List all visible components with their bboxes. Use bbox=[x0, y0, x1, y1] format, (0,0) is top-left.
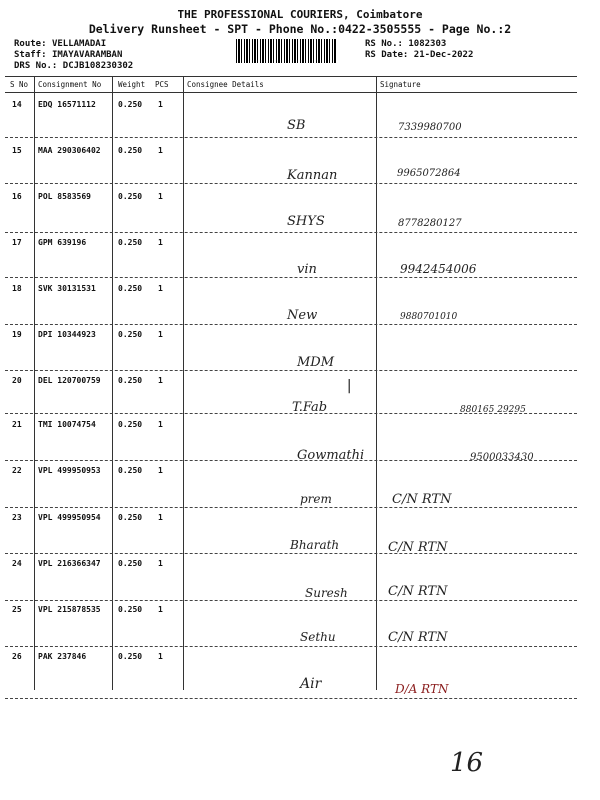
consignment-cell: EDQ 16571112 bbox=[38, 100, 96, 109]
signature-handwriting: C/N RTN bbox=[388, 540, 448, 555]
consignment-cell: POL 8583569 bbox=[38, 192, 91, 201]
sno-cell: 22 bbox=[12, 466, 22, 475]
pcs-cell: 1 bbox=[158, 513, 163, 522]
rs-date-line bbox=[365, 50, 473, 60]
route-value: VELLAMADAI bbox=[51, 39, 107, 49]
col-header-weight: Weight bbox=[118, 80, 146, 89]
col-header-consignment: Consignment No bbox=[38, 80, 102, 89]
sno-cell: 15 bbox=[12, 146, 22, 155]
weight-cell: 0.250 bbox=[118, 605, 143, 614]
weight-cell: 0.250 bbox=[118, 238, 143, 247]
barcode-icon bbox=[236, 39, 336, 63]
row-separator bbox=[5, 460, 577, 461]
consignee-handwriting: SB bbox=[287, 118, 306, 133]
weight-cell: 0.250 bbox=[118, 284, 143, 293]
row-separator bbox=[5, 232, 577, 233]
col-header-consignee: Consignee Details bbox=[187, 80, 264, 89]
sno-cell: 25 bbox=[12, 605, 22, 614]
pcs-cell: 1 bbox=[158, 605, 163, 614]
rs-no-label: RS No.: bbox=[365, 39, 403, 49]
weight-cell: 0.250 bbox=[118, 100, 143, 109]
weight-cell: 0.250 bbox=[118, 466, 143, 475]
weight-cell: 0.250 bbox=[118, 146, 143, 155]
col-header-pcs: PCS bbox=[155, 80, 169, 89]
runsheet-title: Delivery Runsheet - SPT - Phone No.:0422-3505555 - Page No.:2 bbox=[88, 22, 512, 36]
rs-date-label: RS Date: bbox=[365, 50, 409, 60]
signature-handwriting: 9880701010 bbox=[400, 312, 458, 322]
sno-cell: 21 bbox=[12, 420, 22, 429]
row-separator bbox=[5, 324, 577, 325]
weight-cell: 0.250 bbox=[118, 652, 143, 661]
row-separator bbox=[5, 413, 577, 414]
consignment-cell: VPL 215878535 bbox=[38, 605, 101, 614]
table-header-rule bbox=[5, 92, 577, 93]
pcs-cell: 1 bbox=[158, 466, 163, 475]
pcs-cell: 1 bbox=[158, 192, 163, 201]
handwritten-page-number: 16 bbox=[450, 748, 484, 778]
rs-no-value: 1082303 bbox=[408, 39, 447, 49]
signature-handwriting: 9942454006 bbox=[400, 262, 477, 276]
col-header-signature: Signature bbox=[380, 80, 421, 89]
signature-handwriting: 880165 29295 bbox=[460, 405, 526, 415]
route-line bbox=[14, 39, 106, 49]
sno-cell: 20 bbox=[12, 376, 22, 385]
signature-handwriting: 9965072864 bbox=[397, 168, 461, 179]
drs-label: DRS No.: bbox=[14, 61, 58, 71]
consignee-handwriting: SHYS bbox=[287, 214, 325, 229]
signature-handwriting: 8778280127 bbox=[398, 218, 462, 229]
consignee-handwriting: T.Fab bbox=[292, 400, 328, 415]
pcs-cell: 1 bbox=[158, 238, 163, 247]
consignee-handwriting: Suresh bbox=[305, 586, 348, 600]
sno-cell: 23 bbox=[12, 513, 22, 522]
consignee-handwriting: prem bbox=[300, 492, 332, 506]
consignee-handwriting: Bharath bbox=[290, 538, 340, 552]
consignment-cell: VPL 499950954 bbox=[38, 513, 101, 522]
sno-cell: 24 bbox=[12, 559, 22, 568]
signature-handwriting: 9500033430 bbox=[470, 452, 534, 463]
rs-no-line bbox=[365, 39, 446, 49]
consignee-handwriting: Air bbox=[300, 676, 322, 692]
signature-handwriting: 7339980700 bbox=[398, 122, 462, 133]
row-separator bbox=[5, 646, 577, 647]
staff-line bbox=[14, 50, 122, 60]
consignment-cell: GPM 639196 bbox=[38, 238, 87, 247]
pcs-cell: 1 bbox=[158, 100, 163, 109]
pen-stroke-icon: | bbox=[345, 378, 354, 394]
weight-cell: 0.250 bbox=[118, 420, 143, 429]
consignment-cell: VPL 216366347 bbox=[38, 559, 101, 568]
col-header-sno: S No bbox=[10, 80, 29, 89]
consignee-handwriting: MDM bbox=[297, 355, 335, 370]
weight-cell: 0.250 bbox=[118, 513, 143, 522]
consignment-cell: VPL 499950953 bbox=[38, 466, 101, 475]
staff-label: Staff: bbox=[14, 50, 47, 60]
row-separator bbox=[5, 698, 577, 699]
consignment-cell: SVK 30131531 bbox=[38, 284, 96, 293]
row-separator bbox=[5, 600, 577, 601]
table-top-rule bbox=[5, 76, 577, 77]
route-label: Route: bbox=[14, 39, 47, 49]
consignee-handwriting: Sethu bbox=[300, 630, 336, 644]
signature-handwriting: C/N RTN bbox=[388, 630, 448, 645]
signature-handwriting: D/A RTN bbox=[395, 682, 449, 696]
consignee-handwriting: Gowmathi bbox=[297, 448, 365, 463]
drs-line bbox=[14, 61, 133, 71]
company-title: THE PROFESSIONAL COURIERS, Coimbatore bbox=[177, 8, 423, 21]
consignment-cell: PAK 237846 bbox=[38, 652, 87, 661]
pcs-cell: 1 bbox=[158, 330, 163, 339]
row-separator bbox=[5, 553, 577, 554]
column-divider bbox=[376, 76, 377, 690]
row-separator bbox=[5, 183, 577, 184]
signature-handwriting: C/N RTN bbox=[388, 584, 448, 599]
consignee-handwriting: New bbox=[287, 308, 318, 323]
weight-cell: 0.250 bbox=[118, 192, 143, 201]
sno-cell: 26 bbox=[12, 652, 22, 661]
weight-cell: 0.250 bbox=[118, 376, 143, 385]
column-divider bbox=[34, 76, 35, 690]
sno-cell: 14 bbox=[12, 100, 22, 109]
column-divider bbox=[183, 76, 184, 690]
weight-cell: 0.250 bbox=[118, 559, 143, 568]
pcs-cell: 1 bbox=[158, 559, 163, 568]
pcs-cell: 1 bbox=[158, 146, 163, 155]
drs-value: DCJB108230302 bbox=[62, 61, 134, 71]
pcs-cell: 1 bbox=[158, 284, 163, 293]
row-separator bbox=[5, 277, 577, 278]
sno-cell: 16 bbox=[12, 192, 22, 201]
sno-cell: 19 bbox=[12, 330, 22, 339]
consignment-cell: TMI 10074754 bbox=[38, 420, 96, 429]
row-separator bbox=[5, 137, 577, 138]
signature-handwriting: C/N RTN bbox=[392, 492, 452, 507]
consignee-handwriting: Kannan bbox=[287, 168, 338, 183]
consignee-handwriting: vin bbox=[297, 262, 317, 277]
sno-cell: 17 bbox=[12, 238, 22, 247]
row-separator bbox=[5, 370, 577, 371]
rs-date-value: 21-Dec-2022 bbox=[413, 50, 474, 60]
weight-cell: 0.250 bbox=[118, 330, 143, 339]
consignment-cell: MAA 290306402 bbox=[38, 146, 101, 155]
consignment-cell: DEL 120700759 bbox=[38, 376, 101, 385]
consignment-cell: DPI 10344923 bbox=[38, 330, 96, 339]
pcs-cell: 1 bbox=[158, 376, 163, 385]
sno-cell: 18 bbox=[12, 284, 22, 293]
staff-value: IMAYAVARAMBAN bbox=[51, 50, 123, 60]
row-separator bbox=[5, 507, 577, 508]
column-divider bbox=[112, 76, 113, 690]
pcs-cell: 1 bbox=[158, 420, 163, 429]
pcs-cell: 1 bbox=[158, 652, 163, 661]
